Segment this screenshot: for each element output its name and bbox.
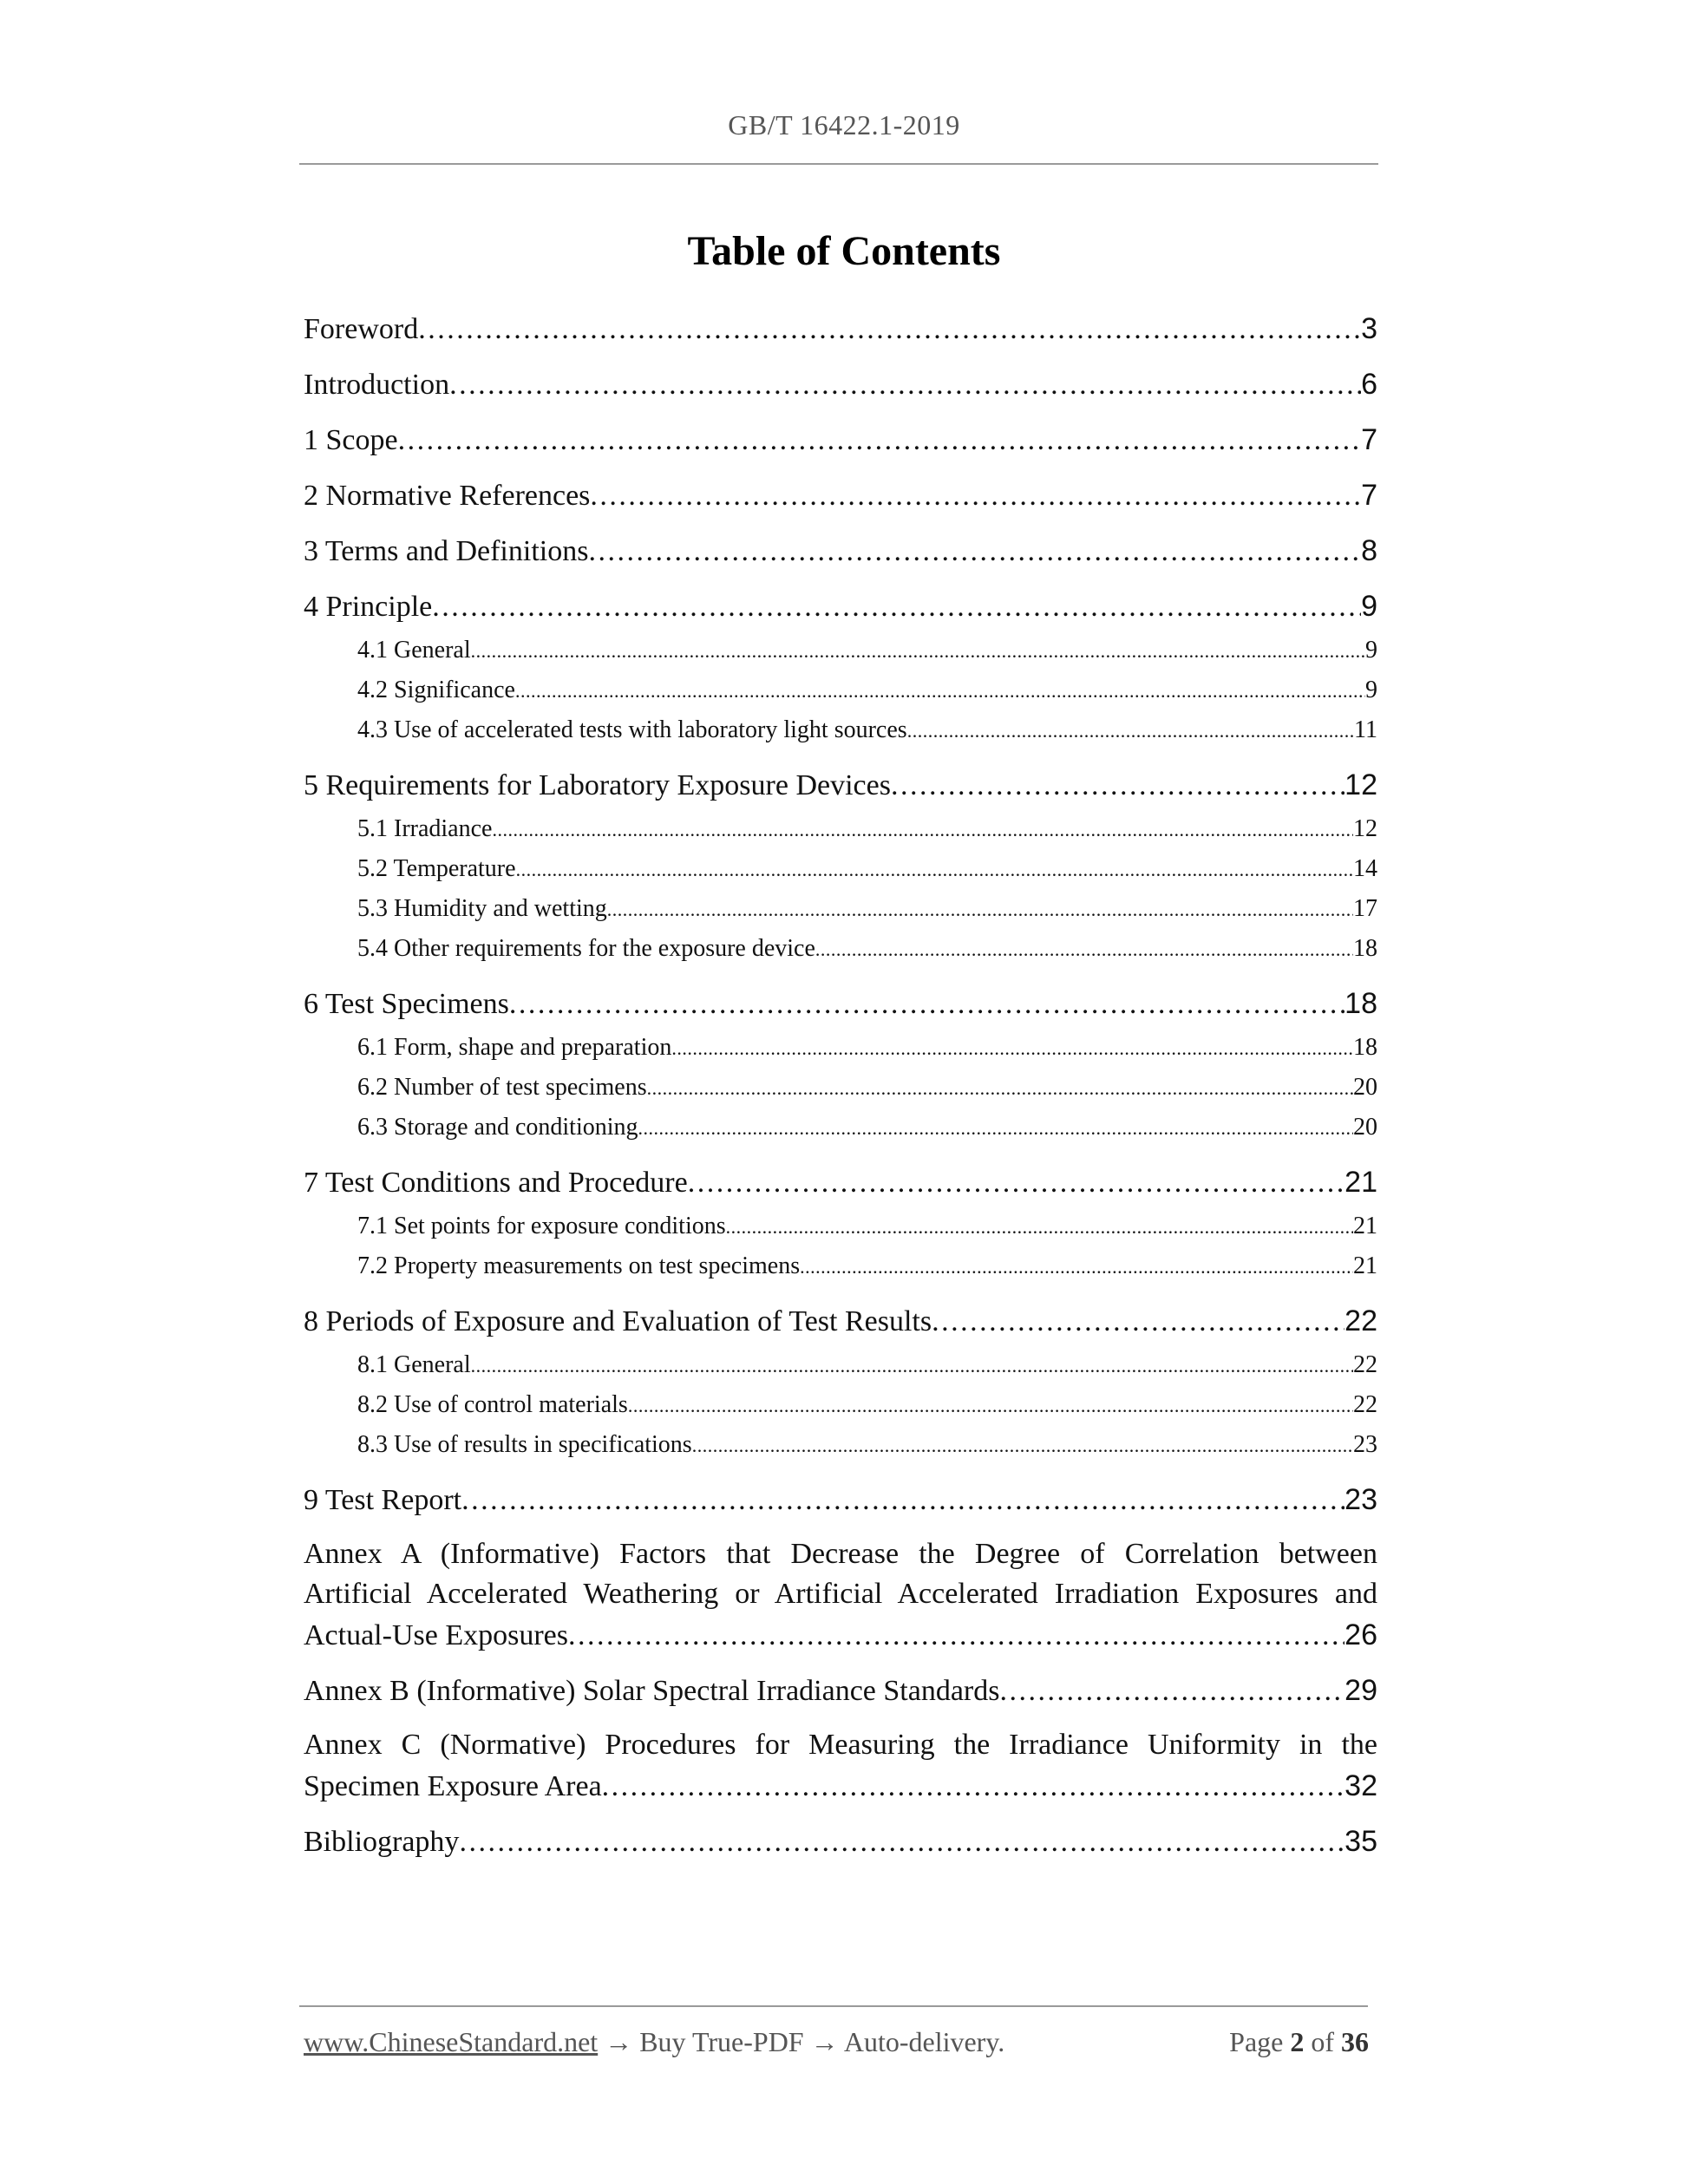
toc-entry-page: 20 (1353, 1114, 1377, 1141)
toc-entry-label: Specimen Exposure Area (304, 1770, 602, 1802)
toc-entry-label: Foreword (304, 313, 419, 345)
toc-entry-label: 5.4 Other requirements for the exposure device (357, 935, 815, 962)
toc-entry-label: 8 Periods of Exposure and Evaluation of Test Results (304, 1305, 932, 1337)
toc-entry-label: 6.1 Form, shape and preparation (357, 1034, 672, 1061)
total-page-count: 36 (1341, 2026, 1369, 2057)
toc-entry-periods-of-exposure[interactable] (304, 1300, 1377, 1342)
toc-entry-foreword[interactable] (304, 308, 1377, 350)
toc-entry-label: 5.3 Humidity and wetting (357, 895, 607, 922)
toc-entry-label: 4 Principle (304, 591, 433, 623)
toc-entry-annex-a[interactable] (304, 1534, 1377, 1656)
toc-entry-label: 3 Terms and Definitions (304, 535, 589, 567)
toc-entry-terms-definitions[interactable] (304, 530, 1377, 572)
footer-promo (304, 2026, 1004, 2058)
toc-entry-page: 23 (1345, 1483, 1377, 1516)
toc-entry-label: 5.1 Irradiance (357, 815, 493, 842)
dot-leader (492, 810, 1353, 849)
dot-leader (418, 309, 1361, 350)
toc-subentry-8-2[interactable] (304, 1385, 1377, 1425)
toc-subentry-4-1[interactable] (304, 631, 1377, 670)
toc-entry-label: 7.1 Set points for exposure conditions (357, 1213, 726, 1239)
dot-leader (688, 1162, 1345, 1203)
toc-entry-page: 18 (1353, 1034, 1377, 1061)
toc-entry-page: 21 (1353, 1213, 1377, 1239)
toc-subentry-6-2[interactable] (304, 1068, 1377, 1108)
toc-entry-label-line: Annex A (Informative) Factors that Decrease the Degree of Correlation between (304, 1538, 1377, 1570)
page-footer (304, 2026, 1369, 2058)
toc-entry-label-line: Artificial Accelerated Weathering or Artificial Accelerated Irradiation Exposures and (304, 1578, 1377, 1610)
toc-entry-annex-c[interactable] (304, 1725, 1377, 1807)
document-id-header: GB/T 16422.1-2019 (728, 109, 960, 141)
dot-leader (800, 1247, 1353, 1286)
toc-entry-label: 9 Test Report (304, 1484, 462, 1516)
toc-entry-page: 22 (1353, 1351, 1377, 1378)
dot-leader (461, 1480, 1345, 1520)
toc-entry-page: 26 (1345, 1618, 1377, 1651)
dot-leader (471, 1346, 1353, 1385)
toc-entry-label: 1 Scope (304, 424, 398, 456)
dot-leader (891, 765, 1345, 806)
toc-subentry-4-2[interactable] (304, 670, 1377, 710)
toc-entry-test-specimens[interactable] (304, 983, 1377, 1024)
dot-leader (398, 420, 1361, 461)
toc-entry-label: 6 Test Specimens (304, 988, 509, 1020)
dot-leader (628, 1386, 1353, 1425)
toc-entry-page: 22 (1353, 1391, 1377, 1418)
dot-leader (509, 984, 1345, 1024)
dot-leader (692, 1426, 1353, 1465)
header-divider (299, 163, 1378, 165)
toc-entry-scope[interactable] (304, 419, 1377, 461)
dot-leader (515, 671, 1365, 710)
toc-entry-label: Bibliography (304, 1826, 460, 1858)
toc-entry-label: Actual-Use Exposures (304, 1619, 568, 1651)
toc-entry-page: 12 (1353, 815, 1377, 842)
toc-subentry-7-1[interactable] (304, 1206, 1377, 1246)
dot-leader (449, 364, 1361, 405)
toc-entry-page: 18 (1345, 987, 1377, 1020)
toc-entry-page: 9 (1361, 590, 1377, 623)
toc-subentry-5-4[interactable] (304, 929, 1377, 969)
dot-leader (607, 890, 1353, 929)
toc-entry-page: 6 (1361, 368, 1377, 401)
toc-entry-page: 11 (1354, 716, 1377, 743)
dot-leader (516, 850, 1353, 889)
promo-text: → Buy True-PDF → Auto-delivery. (598, 2026, 1005, 2057)
toc-entry-page: 9 (1365, 677, 1377, 703)
of-word: of (1311, 2026, 1334, 2057)
toc-entry-page: 35 (1345, 1825, 1377, 1858)
toc-entry-label: 4.2 Significance (357, 677, 515, 703)
dot-leader (726, 1207, 1353, 1246)
toc-entry-principle[interactable] (304, 585, 1377, 627)
toc-subentry-8-1[interactable] (304, 1345, 1377, 1385)
table-of-contents (304, 308, 1377, 1876)
dot-leader (602, 1766, 1345, 1807)
toc-entry-page: 32 (1345, 1769, 1377, 1802)
toc-entry-test-report[interactable] (304, 1479, 1377, 1520)
toc-entry-page: 21 (1353, 1252, 1377, 1279)
toc-subentry-6-1[interactable] (304, 1028, 1377, 1068)
toc-entry-label: 7.2 Property measurements on test specimens (357, 1252, 801, 1279)
toc-entry-page: 22 (1345, 1305, 1377, 1337)
page-title: Table of Contents (687, 228, 1001, 274)
toc-entry-label: 5 Requirements for Laboratory Exposure Devices (304, 769, 891, 801)
toc-entry-annex-b[interactable] (304, 1670, 1377, 1711)
site-link[interactable]: www.ChineseStandard.net (304, 2026, 599, 2057)
toc-entry-requirements[interactable] (304, 764, 1377, 806)
toc-entry-page: 8 (1361, 534, 1377, 567)
toc-entry-page: 7 (1361, 423, 1377, 456)
toc-entry-label: 8.2 Use of control materials (357, 1391, 628, 1418)
toc-subentry-7-2[interactable] (304, 1246, 1377, 1286)
toc-entry-label: Introduction (304, 369, 450, 401)
toc-entry-bibliography[interactable] (304, 1821, 1377, 1862)
dot-leader (932, 1301, 1345, 1342)
toc-subentry-5-1[interactable] (304, 809, 1377, 849)
toc-entry-label: 8.1 General (357, 1351, 471, 1378)
toc-entry-page: 18 (1353, 935, 1377, 962)
toc-entry-label: 4.1 General (357, 637, 471, 664)
toc-entry-page: 21 (1345, 1166, 1377, 1199)
page-word: Page (1229, 2026, 1284, 2057)
dot-leader (590, 475, 1361, 516)
toc-entry-test-conditions[interactable] (304, 1161, 1377, 1203)
dot-leader (471, 631, 1365, 670)
toc-entry-page: 3 (1361, 312, 1377, 345)
footer-divider (299, 2005, 1368, 2007)
dot-leader (568, 1615, 1345, 1656)
toc-entry-page: 29 (1345, 1674, 1377, 1707)
dot-leader (907, 711, 1354, 750)
dot-leader (588, 531, 1361, 572)
dot-leader (671, 1029, 1353, 1068)
dot-leader (815, 930, 1353, 969)
toc-entry-page: 14 (1353, 855, 1377, 882)
toc-entry-introduction[interactable] (304, 363, 1377, 405)
toc-entry-label: 6.3 Storage and conditioning (357, 1114, 638, 1141)
dot-leader (638, 1108, 1353, 1148)
toc-entry-page: 9 (1365, 637, 1377, 664)
current-page-number: 2 (1290, 2026, 1305, 2057)
page-indicator (1229, 2026, 1369, 2058)
toc-entry-label: 6.2 Number of test specimens (357, 1074, 647, 1101)
toc-subentry-4-3[interactable] (304, 710, 1377, 750)
dot-leader (459, 1821, 1345, 1862)
toc-entry-normative-references[interactable] (304, 474, 1377, 516)
toc-entry-label: 7 Test Conditions and Procedure (304, 1167, 688, 1199)
toc-entry-label: 4.3 Use of accelerated tests with laboratory light sources (357, 716, 907, 743)
toc-entry-label: 8.3 Use of results in specifications (357, 1431, 692, 1458)
toc-entry-page: 23 (1353, 1431, 1377, 1458)
toc-entry-page: 17 (1353, 895, 1377, 922)
dot-leader (432, 586, 1361, 627)
toc-entry-label-line: Annex C (Normative) Procedures for Measuring the Irradiance Uniformity in the (304, 1729, 1377, 1761)
toc-entry-label: 5.2 Temperature (357, 855, 516, 882)
toc-entry-page: 12 (1345, 768, 1377, 801)
dot-leader (1000, 1671, 1345, 1711)
toc-entry-label: 2 Normative References (304, 480, 591, 512)
toc-entry-page: 7 (1361, 479, 1377, 512)
toc-subentry-5-2[interactable] (304, 849, 1377, 889)
dot-leader (647, 1069, 1353, 1108)
toc-entry-page: 20 (1353, 1074, 1377, 1101)
toc-subentry-6-3[interactable] (304, 1108, 1377, 1148)
toc-subentry-5-3[interactable] (304, 889, 1377, 929)
toc-subentry-8-3[interactable] (304, 1425, 1377, 1465)
toc-entry-label: Annex B (Informative) Solar Spectral Irradiance Standards (304, 1675, 1000, 1707)
